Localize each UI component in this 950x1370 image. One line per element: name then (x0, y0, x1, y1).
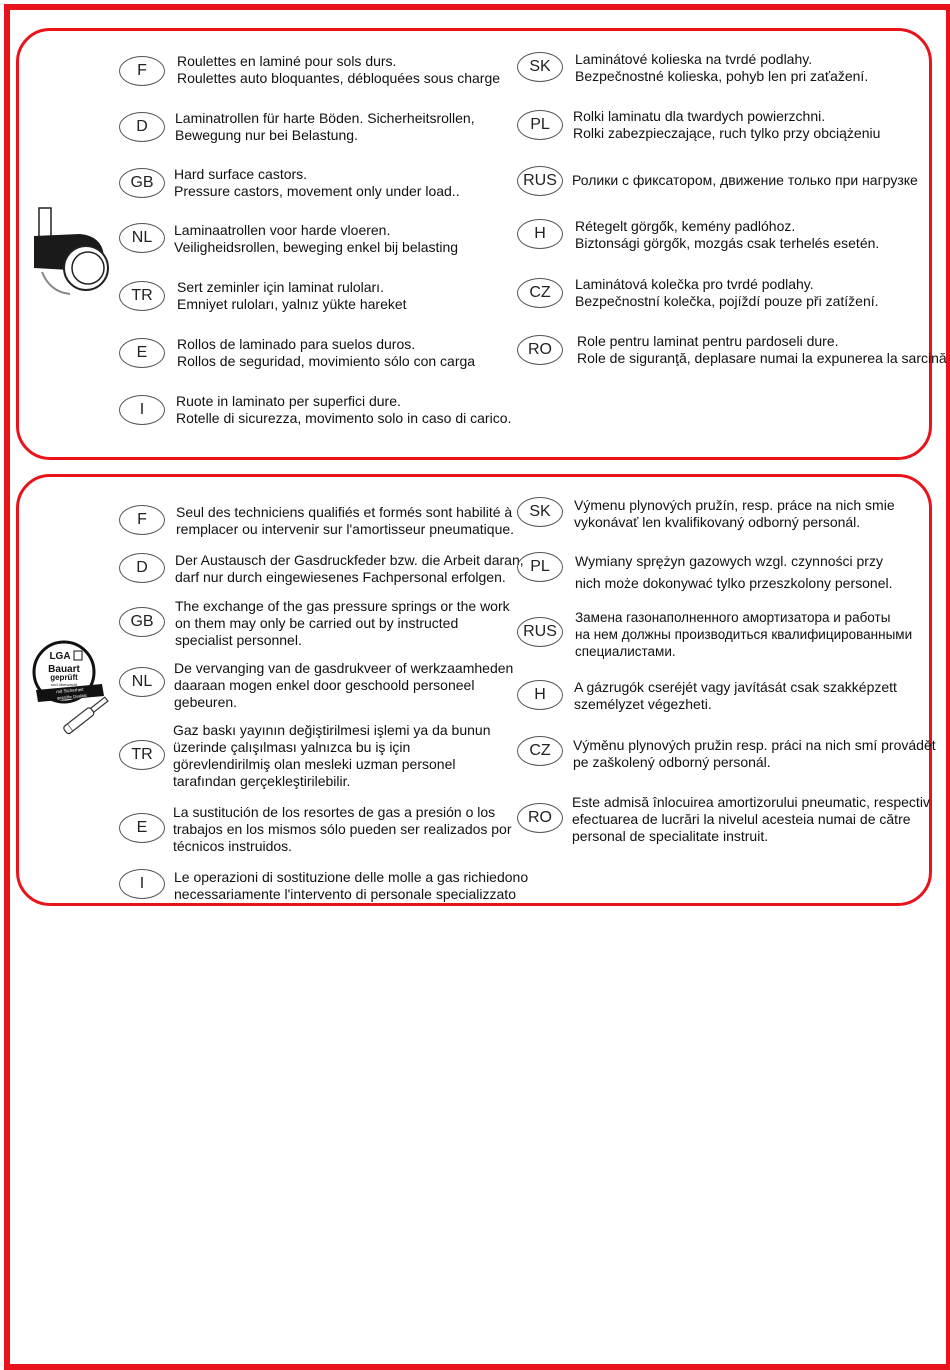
text-line: pe zaškolený odborný personál. (573, 754, 771, 770)
text-line: Rotelle di sicurezza, movimento solo in caso di carico. (176, 410, 512, 426)
language-badge: E (119, 338, 165, 368)
text-line: Замена газонаполненного амортизатора и работы (575, 610, 891, 625)
text-line: vykonávať len kvalifikovaný odborný personál. (574, 514, 861, 530)
language-badge: H (517, 680, 563, 710)
text-line: üzerinde çalışılması yalnızca bu iş için (173, 739, 411, 755)
seal-line-2: geprüft (50, 673, 78, 682)
language-badge: D (119, 112, 165, 142)
text-line: nich może dokonywać tylko przeszkolony personel. (575, 575, 893, 591)
language-badge: RO (517, 335, 563, 365)
text-line: Biztonsági görgők, mozgás csak terhelés esetén. (575, 235, 880, 251)
seal-line-5: geprüfte Qualität (56, 692, 87, 701)
language-badge: GB (119, 168, 165, 198)
text-line: Ruote in laminato per superfici dure. (176, 393, 401, 409)
text-line: Sert zeminler için laminat ruloları. (177, 279, 384, 295)
language-badge: GB (119, 607, 165, 637)
language-badge: F (119, 56, 165, 86)
text-line: Role pentru laminat pentru pardoseli dure. (577, 333, 839, 349)
text-line: Bezpečnostné kolieska, pohyb len pri zaťažení. (575, 68, 869, 84)
language-badge: I (119, 869, 165, 899)
language-badge: E (119, 813, 165, 843)
text-line: técnicos instruidos. (173, 838, 293, 854)
text-line: Ролики с фиксатором, движение только при нагрузке (572, 172, 918, 188)
text-line: remplacer ou intervenir sur l'amortisseur pneumatique. (176, 521, 515, 537)
text-line: Bewegung nur bei Belastung. (175, 127, 358, 143)
text-line: La sustitución de los resortes de gas a presión o los (173, 804, 496, 820)
language-badge: D (119, 553, 165, 583)
text-line: Laminaatrollen voor harde vloeren. (174, 222, 391, 238)
text-line: Laminátová kolečka pro tvrdé podlahy. (575, 276, 814, 292)
text-line: Roulettes auto bloquantes, débloquées sous charge (177, 70, 501, 86)
language-badge: PL (517, 110, 563, 140)
text-line: trabajos en los mismos sólo pueden ser realizados por (173, 821, 512, 837)
text-line: tarafından gerçekleştirilebilir. (173, 773, 351, 789)
language-badge: I (119, 395, 165, 425)
seal-brand: LGA (49, 651, 71, 662)
text-line: Le operazioni di sostituzione delle molle a gas richiedono (174, 869, 529, 885)
text-line: specialist personnel. (175, 632, 302, 648)
text-line: personal de specialitate instruit. (572, 828, 769, 844)
language-badge: H (517, 219, 563, 249)
language-badge: RO (517, 803, 563, 833)
language-badge: TR (119, 281, 165, 311)
text-line: daaraan mogen enkel door geschoold personeel (174, 677, 475, 693)
text-line: Este admisă înlocuirea amortizorului pneumatic, respectiv (572, 794, 930, 810)
language-badge: TR (119, 740, 165, 770)
text-line: A gázrugók cseréjét vagy javítását csak szakképzett (574, 679, 897, 695)
text-line: The exchange of the gas pressure springs or the work (175, 598, 510, 614)
gas-spring-lga-seal-icon (30, 640, 116, 736)
text-line: Der Austausch der Gasdruckfeder bzw. die Arbeit daran, (175, 552, 524, 568)
language-badge: NL (119, 223, 165, 253)
text-line: Laminatrollen für harte Böden. Sicherheitsrollen, (175, 110, 475, 126)
seal-line-1: Bauart (48, 664, 80, 675)
text-line: Výmenu plynových pružín, resp. práce na nich smie (574, 497, 895, 513)
language-badge: RUS (517, 617, 563, 647)
language-badge: CZ (517, 278, 563, 308)
text-line: специалистами. (575, 644, 676, 659)
text-line: Rolki laminatu dla twardych powierzchni. (573, 108, 826, 124)
text-line: Role de siguranţă, deplasare numai la expunerea la sarcină (577, 350, 947, 366)
language-badge: CZ (517, 736, 563, 766)
text-line: Hard surface castors. (174, 166, 308, 182)
text-line: görevlendirilmiş olan mesleki uzman personel (173, 756, 456, 772)
text-line: на нем должны производиться квалифицированными (575, 627, 913, 642)
text-line: Výměnu plynových pružin resp. práci na nich smí provádět (573, 737, 936, 753)
text-line: Roulettes en laminé pour sols durs. (177, 53, 397, 69)
text-line: Gaz baskı yayının değiştirilmesi işlemi ya da bunun (173, 722, 491, 738)
language-badge: SK (517, 52, 563, 82)
seal-line-4: mit Sicherheit (56, 686, 84, 695)
text-line: Rétegelt görgők, kemény padlóhoz. (575, 218, 796, 234)
text-line: gebeuren. (174, 694, 238, 710)
seal-line-3: und überwacht (50, 682, 78, 687)
text-line: on them may only be carried out by instructed (175, 615, 459, 631)
language-badge: NL (119, 667, 165, 697)
text-line: Seul des techniciens qualifiés et formés sont habilité à (176, 504, 513, 520)
text-line: Pressure castors, movement only under load.. (174, 183, 460, 199)
text-line: darf nur durch eingewiesenes Fachpersonal erfolgen. (175, 569, 506, 585)
text-line: Rollos de laminado para suelos duros. (177, 336, 416, 352)
language-badge: PL (517, 552, 563, 582)
text-line: Rollos de seguridad, movimiento sólo con carga (177, 353, 476, 369)
text-line: Bezpečnostní kolečka, pojíždí pouze při zatížení. (575, 293, 879, 309)
language-badge: RUS (517, 166, 563, 196)
text-line: necessariamente l'intervento di personale specializzato (174, 886, 516, 902)
text-line: Rolki zabezpieczające, ruch tylko przy obciążeniu (573, 125, 881, 141)
text-line: személyzet végezheti. (574, 696, 712, 712)
text-line: Laminátové kolieska na tvrdé podlahy. (575, 51, 813, 67)
text-line: De vervanging van de gasdrukveer of werkzaamheden (174, 660, 514, 676)
text-line: Emniyet ruloları, yalnız yükte hareket (177, 296, 407, 312)
text-line: Veiligheidsrollen, beweging enkel bij belasting (174, 239, 459, 255)
text-line: Wymiany sprężyn gazowych wzgl. czynności przy (575, 553, 883, 569)
text-line: efectuarea de lucrări la nivelul acesteia numai de către (572, 811, 911, 827)
language-badge: F (119, 505, 165, 535)
caster-wheel-icon (30, 206, 110, 298)
language-badge: SK (517, 497, 563, 527)
